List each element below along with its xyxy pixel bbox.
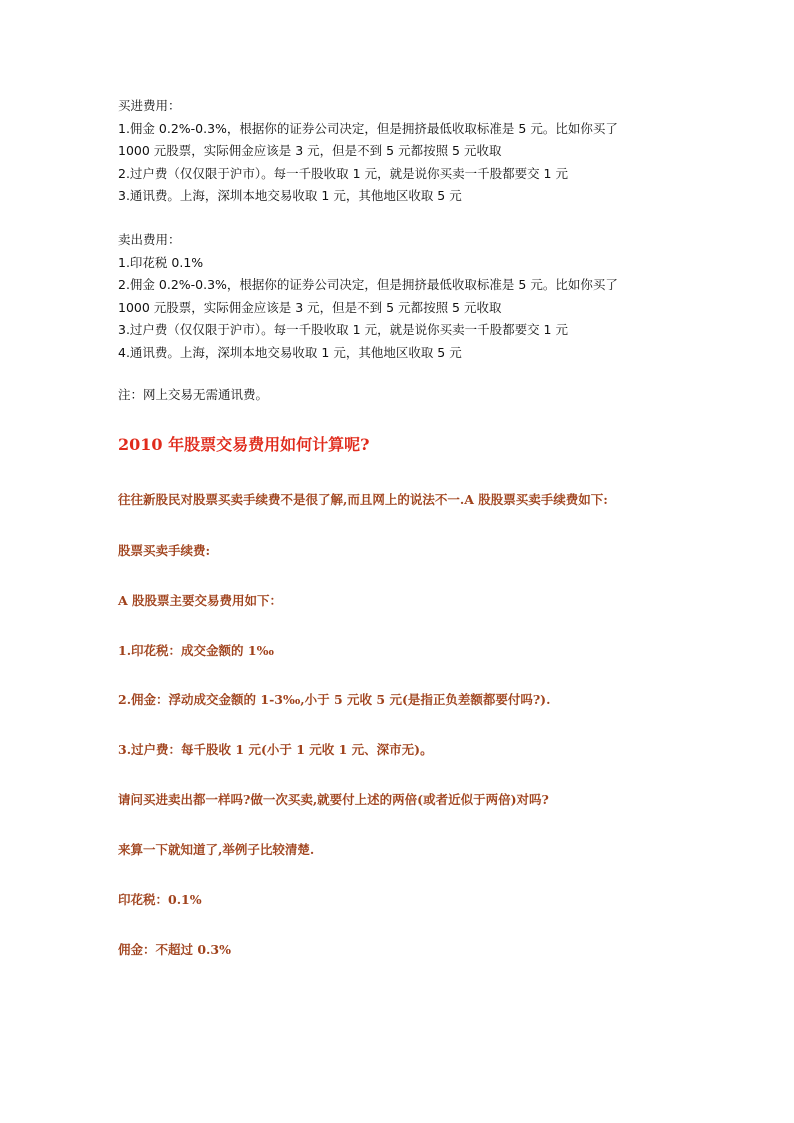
sell-fees-line: 1.印花税 0.1%: [118, 254, 204, 270]
stamp-duty-rate: 印花税：0.1%: [118, 892, 202, 907]
buy-fees-line: 1.佣金 0.2%-0.3%，根据你的证券公司决定，但是拥挤最低收取标准是 5 元。比如你买了: [118, 120, 618, 136]
buy-fees-heading: 买进费用：: [118, 98, 181, 113]
buy-fees-line: 2.过户费（仅仅限于沪市）。每一千股收取 1 元，就是说你买卖一千股都要交 1 元: [118, 165, 568, 181]
question-paragraph: 请问买进卖出都一样吗?做一次买卖,就要付上述的两倍(或者近似于两倍)对吗?: [118, 792, 549, 807]
buy-fees-line: 3.通讯费。上海，深圳本地交易收取 1 元，其他地区收取 5 元: [118, 188, 462, 203]
main-fees-subheading: A 股股票主要交易费用如下：: [118, 593, 283, 608]
intro-paragraph: 往往新股民对股票买卖手续费不是很了解,而且网上的说法不一.A 股股票买卖手续费如下:: [118, 492, 608, 507]
note-text: [118, 384, 718, 407]
sell-fees-line: 2.佣金 0.2%-0.3%，根据你的证券公司决定，但是拥挤最低收取标准是 5 元。比如你买了: [118, 277, 618, 292]
sell-fees-line: 3.过户费（仅仅限于沪市）。每一千股收取 1 元，就是说你买卖一千股都要交 1 元: [118, 322, 568, 337]
commission-rate: 佣金：不超过 0.3%: [118, 942, 231, 957]
sell-fees-section: [118, 229, 718, 364]
buy-fees-section: [118, 95, 718, 208]
buy-fees-line: 1000 元股票，实际佣金应该是 3 元，但是不到 5 元都按照 5 元收取: [118, 143, 502, 158]
sell-fees-heading: 卖出费用：: [118, 232, 181, 247]
note-line: 注：网上交易无需通讯费。: [118, 387, 269, 402]
commission-item: 2.佣金：浮动成交金额的 1-3‰,小于 5 元收 5 元(是指正负差额都要付吗?).: [118, 692, 551, 707]
section-title: 2010 年股票交易费用如何计算呢?: [118, 435, 370, 454]
example-intro-paragraph: 来算一下就知道了,举例子比较清楚.: [118, 842, 315, 857]
sell-fees-line: 4.通讯费。上海，深圳本地交易收取 1 元，其他地区收取 5 元: [118, 344, 462, 360]
transfer-fee-item: 3.过户费：每千股收 1 元(小于 1 元收 1 元、深市无)。: [118, 742, 433, 757]
stamp-duty-item: 1.印花税：成交金额的 1‰: [118, 643, 274, 658]
sell-fees-line: 1000 元股票，实际佣金应该是 3 元，但是不到 5 元都按照 5 元收取: [118, 299, 502, 315]
fees-subheading: 股票买卖手续费:: [118, 543, 211, 558]
